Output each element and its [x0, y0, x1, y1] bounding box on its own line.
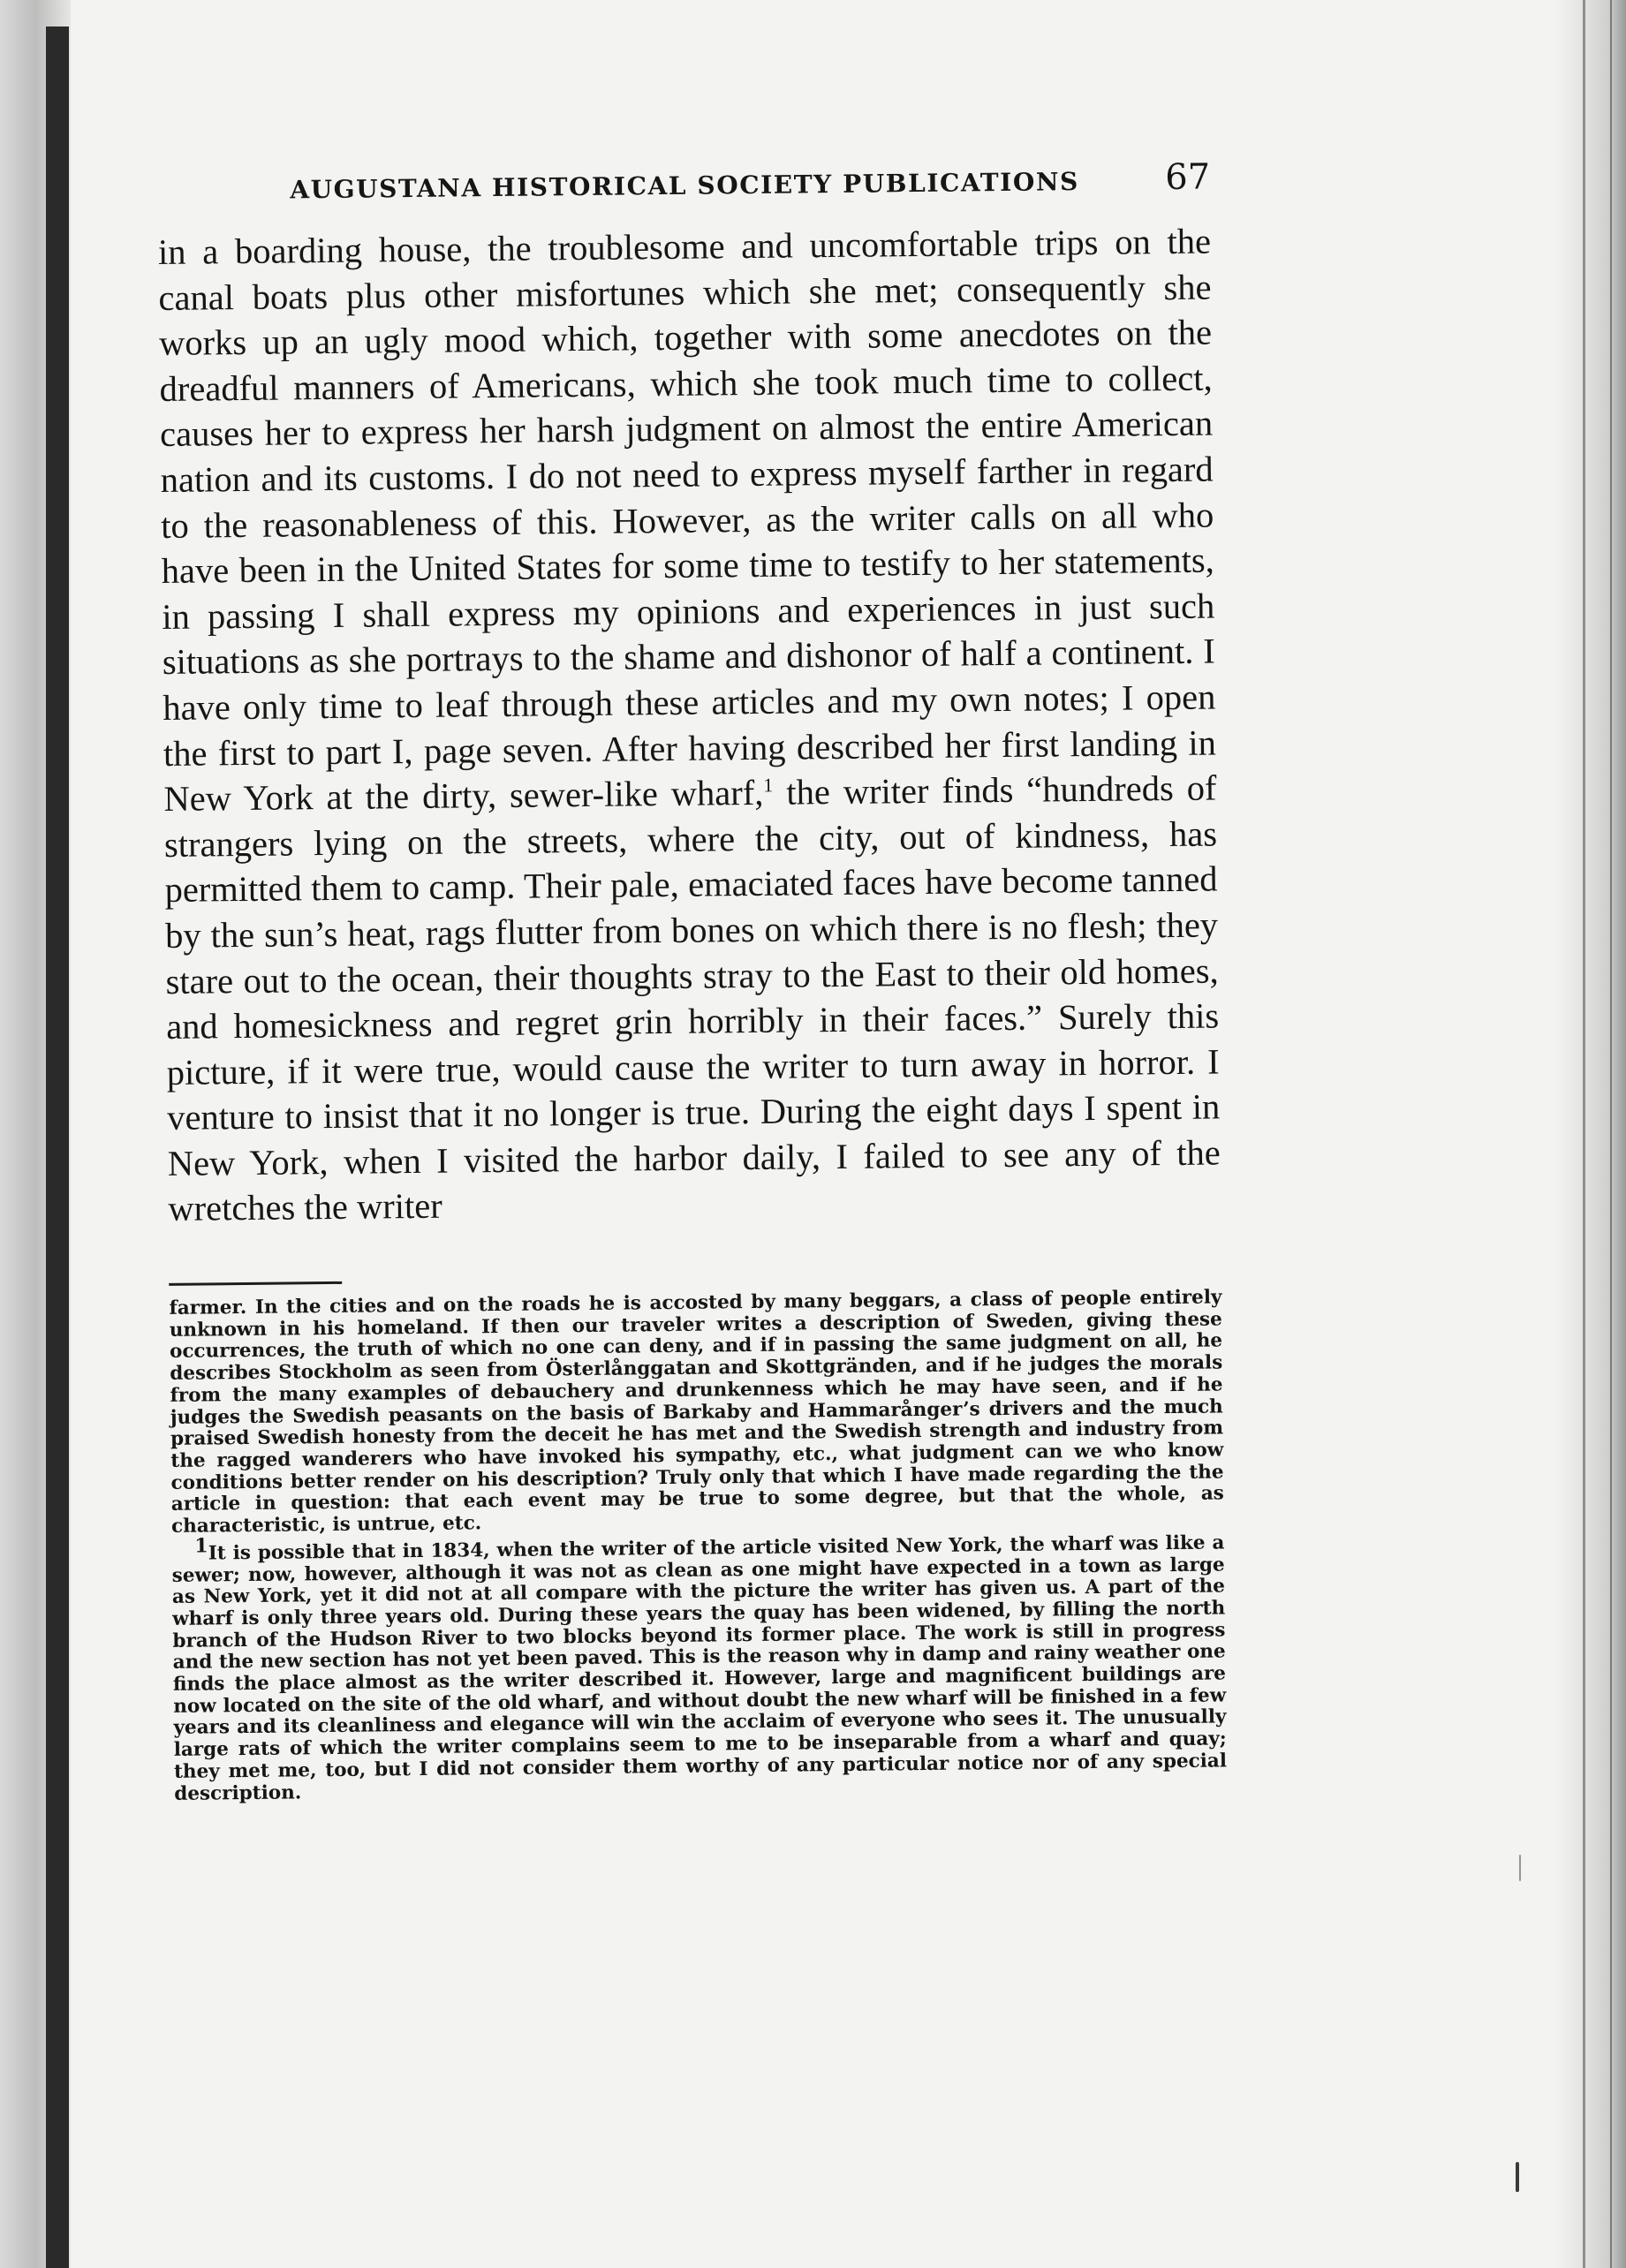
running-head: [157, 157, 1211, 221]
running-head-title: AUGUSTANA HISTORICAL SOCIETY PUBLICATIONS: [290, 167, 1080, 205]
footnote-rule: [169, 1281, 342, 1286]
footnote-1-text: It is possible that in 1834, when the writer of the article visited New York, the wharf was like a sewer; now, however, although it was not as clean as one might have expected in a town as large as New York, yet it did not at all compare with the picture the writer has given us. A part of the wharf is only three years old. During these years the quay has been widened, by filling the north branch of the Hudson River to two blocks beyond its former place. The work is still in progress and the new section has not yet been paved. This is the reason why in damp and rainy weather one finds the place almost as the writer described it. However, large and magnificent buildings are now located on the site of the old wharf, and without doubt the new wharf will be finished in a few years and its cleanliness and elegance will win the acclaim of everyone who sees it. The unusually large rats of which the writer complains seem to me to be inseparable from a wharf and quay; they met me, too, but I did not consider them worthy of any particular notice nor of any special description.: [171, 1531, 1228, 1805]
footnote-1: [171, 1532, 1227, 1805]
footnote-reference: 1: [763, 774, 774, 797]
body-text-part-2: the writer finds “hundreds of strangers lying on the streets, where the city, out of kindness, has permitted them to camp. Their pale, emaciated faces have become tanned by the sun’s heat, rags flutter from bones on which there is no flesh; they stare out to the ocean, their thoughts stray to the East to their old homes, and homesickness and regret grin horribly in their faces.” Surely this picture, if it were true, would cause the writer to turn away in horror. I venture to insist that it no longer is true. During the eight days I spent in New York, when I visited the harbor daily, I failed to see any of the wretches the writer: [163, 767, 1221, 1229]
footnote-1-number: 1: [194, 1534, 208, 1558]
scan-speck: [1516, 2162, 1519, 2192]
page-fore-edge: [1555, 0, 1626, 2268]
body-paragraph: [158, 219, 1221, 1232]
binding-edge: [46, 26, 69, 2268]
scan-speck: [1519, 1855, 1521, 1881]
page-edge-line: [1610, 0, 1612, 2268]
body-text-part-1: in a boarding house, the troublesome and uncomfortable trips on the canal boats plus other misfortunes which she met; consequently she works up an ugly mood which, together with some anecdotes on the dreadful manners of Americans, which she took much time to collect, causes her to express her harsh judgment on almost the entire American nation and its customs. I do not need to express myself farther in regard to the reasonableness of this. However, as the writer calls on all who have been in the United States for some time to testify to her statements, in passing I shall express my opinions and experiences in just such situations as she portrays to the shame and dishonor of half a continent. I have only time to leaf through these articles and my own notes; I open the first to part I, page seven. After having described her first landing in New York at the dirty, sewer-like wharf,: [157, 221, 1217, 820]
page-content: [157, 157, 1227, 1806]
page-number: 67: [1165, 156, 1211, 199]
page-edge-line: [1583, 0, 1585, 2268]
footnote-continued: farmer. In the cities and on the roads he is accosted by many beggars, a class of people entirely unknown in his homeland. If then our traveler writes a description of Sweden, giving these occurrences, the truth of which no one can deny, and if in passing the same judgment on all, he describes Stockholm as seen from Österlånggatan and Skottgränden, and if he judges the morals from the many examples of debauchery and drunkenness which he may have seen, and if he judges the Swedish peasants on the basis of Barkaby and Hammarånger’s drivers and the much praised Swedish honesty from the deceit he has met and the Swedish strength and industry from the ragged wanderers who have invoked his sympathy, etc., what judgment can we who know conditions better render on his description? Truly only that which I have made regarding the the article in question: that each event may be true to some degree, but that the whole, as characteristic, is untrue, etc.: [169, 1286, 1224, 1538]
